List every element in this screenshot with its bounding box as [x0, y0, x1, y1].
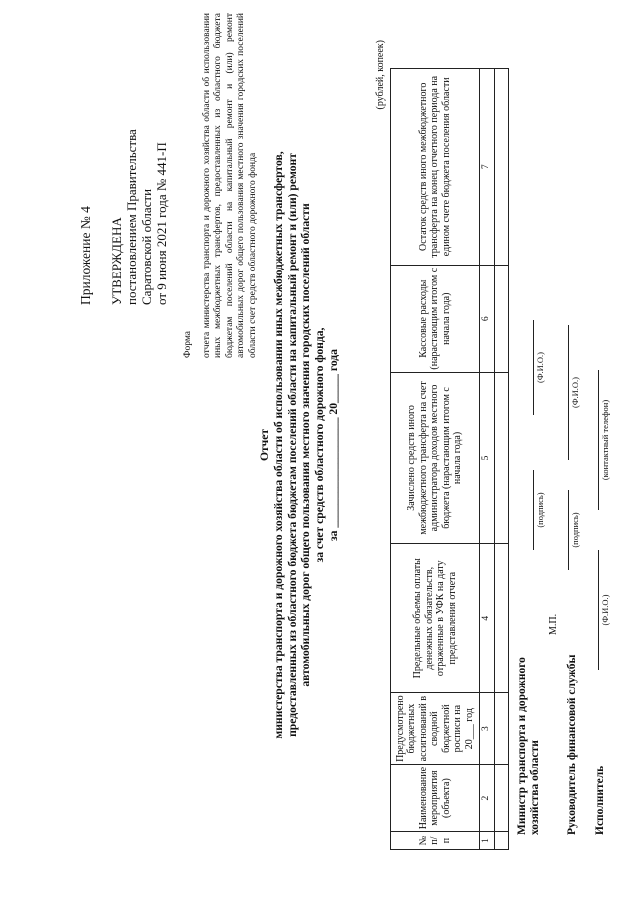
header-cell: Зачислено средств иного межбюджетного трансферта на счет администратора доходов местного бюджета (нарастающим итогом с начала года) — [391, 372, 480, 543]
column-number: 6 — [480, 265, 495, 372]
table-cell — [494, 372, 508, 543]
name-caption: (Ф.И.О.) — [535, 351, 545, 384]
table-cell — [494, 832, 508, 850]
header-cell: Наименование мероприятия (объекта) — [391, 764, 480, 831]
header-cell: № п/п — [391, 832, 480, 850]
header-cell: Кассовые расходы (нарастающим итогом с начала года) — [391, 265, 480, 372]
column-number: 5 — [480, 372, 495, 543]
column-number: 3 — [480, 693, 495, 765]
title-line-4: автомобильных дорог общего пользования местного значения городских поселений области — [299, 203, 313, 687]
table-cell — [494, 544, 508, 693]
approved-date: от 9 июня 2021 года № 441-П — [154, 142, 169, 305]
report-title — [258, 85, 341, 805]
form-description-block — [183, 13, 259, 358]
finance-head-signatory: Руководитель финансовой службы — [566, 654, 578, 835]
executor-signatory: Исполнитель — [594, 765, 606, 835]
column-number: 7 — [480, 69, 495, 266]
header-cell: Предельные объемы оплаты денежных обязательств, отраженные в УФК на дату представления отчета — [391, 544, 480, 693]
table-cell — [494, 764, 508, 831]
finance-sign-line — [568, 490, 569, 570]
title-word: Отчет — [258, 428, 271, 462]
column-number-row — [480, 69, 495, 850]
header-cell: Предусмотрено бюджетных ассигнований в сводной бюджетной росписи на 20___ год — [391, 693, 480, 765]
approval-stamp — [78, 15, 169, 305]
phone-caption: (контактный телефон) — [600, 399, 610, 481]
appendix-number: Приложение № 4 — [78, 206, 93, 305]
name-caption: (Ф.И.О.) — [570, 376, 580, 409]
table-cell — [494, 693, 508, 765]
minister-title-line2: хозяйства области — [529, 740, 541, 835]
minister-sign-line — [533, 470, 534, 550]
title-line-3: предоставленных из областного бюджета бюджетам поселений области на капитальный ремонт и (или) ремонт — [285, 153, 299, 737]
title-line-5: за счет средств областного дорожного фонда, — [313, 327, 327, 563]
column-number: 4 — [480, 544, 495, 693]
table-row — [494, 69, 508, 850]
column-number: 2 — [480, 764, 495, 831]
minister-title-line1: Министр транспорта и дорожного — [516, 657, 528, 835]
form-description: отчета министерства транспорта и дорожного хозяйства области об использовании иных межбюджетных трансфертов, предоставленных из областного бюджета бюджетам поселений области на капитальный ремонт и (или) ремонт автомобильных дорог общего пользования местного значения городских поселений области счет средств областного дорожного фонда — [201, 13, 258, 358]
sign-caption: (подпись) — [570, 512, 580, 548]
seal-placeholder: М.П. — [548, 613, 559, 635]
table-cell — [494, 69, 508, 266]
executor-phone-line — [598, 370, 599, 510]
finance-name-line — [568, 325, 569, 460]
sign-caption: (подпись) — [535, 492, 545, 528]
title-line-2: министерства транспорта и дорожного хозяйства области об использовании иных межбюджетных трансфертов, — [271, 151, 285, 739]
header-cell: Остаток средств иного межбюджетного трансферта на конец отчетного периода на едином счете бюджета поселения области — [391, 69, 480, 266]
minister-name-line — [533, 320, 534, 415]
form-label: Форма — [183, 330, 193, 358]
table-cell — [494, 265, 508, 372]
name-caption: (Ф.И.О.) — [600, 594, 610, 626]
approved-by: постановлением Правительства — [124, 129, 139, 305]
table-header-row — [391, 69, 480, 850]
minister-signatory — [516, 657, 542, 835]
approved-region: Саратовской области — [139, 188, 154, 305]
report-table — [390, 68, 509, 850]
column-number: 1 — [480, 832, 495, 850]
units-note: (рублей, копеек) — [375, 40, 386, 110]
approved-label: УТВЕРЖДЕНА — [109, 217, 124, 305]
report-period: за ___________________ 20_____ года — [326, 349, 340, 541]
executor-name-line — [598, 550, 599, 670]
